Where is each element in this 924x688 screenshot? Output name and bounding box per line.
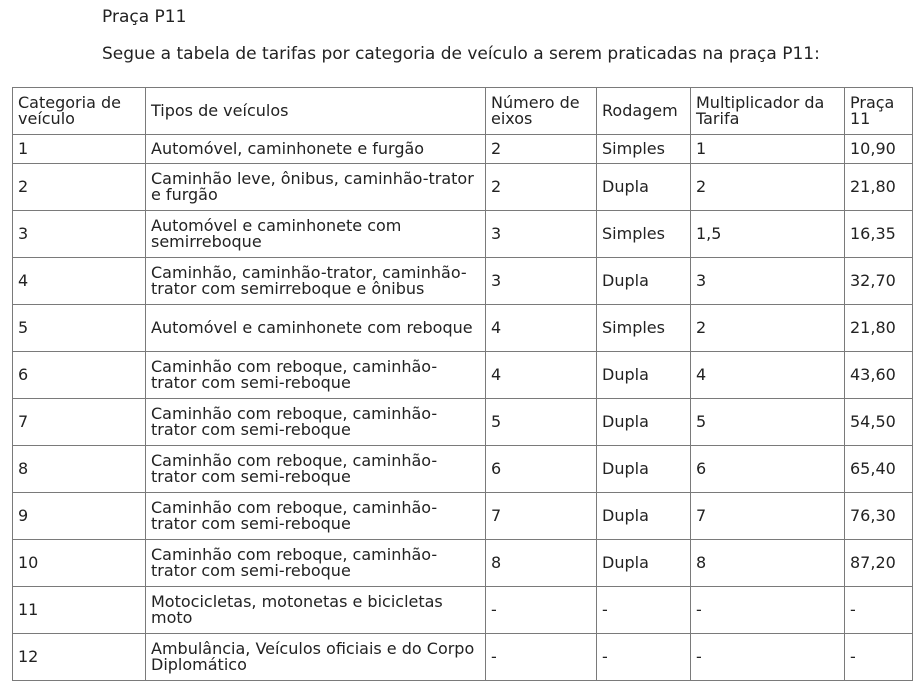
cell-category: 7	[13, 399, 146, 446]
cell-wheels: Simples	[597, 211, 691, 258]
cell-toll: -	[845, 587, 913, 634]
cell-category: 5	[13, 305, 146, 352]
cell-vehicle-types: Automóvel e caminhonete com reboque	[146, 305, 486, 352]
table-row	[13, 634, 913, 681]
table-row	[13, 135, 913, 164]
cell-multiplier: 2	[691, 305, 845, 352]
cell-multiplier: -	[691, 587, 845, 634]
cell-axles: 7	[486, 493, 597, 540]
table-row	[13, 211, 913, 258]
tariff-table	[12, 87, 913, 681]
cell-category: 8	[13, 446, 146, 493]
table-row	[13, 399, 913, 446]
cell-multiplier: 1	[691, 135, 845, 164]
cell-vehicle-types: Caminhão com reboque, caminhão-trator com semi-reboque	[146, 352, 486, 399]
table-header-row	[13, 88, 913, 135]
column-header-axles: Número de eixos	[486, 88, 597, 135]
cell-vehicle-types: Motocicletas, motonetas e bicicletas moto	[146, 587, 486, 634]
cell-axles: -	[486, 634, 597, 681]
cell-axles: 2	[486, 135, 597, 164]
intro-text: Segue a tabela de tarifas por categoria de veículo a serem praticadas na praça P11:	[102, 44, 820, 64]
cell-axles: 3	[486, 211, 597, 258]
cell-axles: 2	[486, 164, 597, 211]
cell-axles: -	[486, 587, 597, 634]
table-row	[13, 587, 913, 634]
cell-multiplier: 3	[691, 258, 845, 305]
cell-multiplier: 5	[691, 399, 845, 446]
cell-category: 1	[13, 135, 146, 164]
table-row	[13, 446, 913, 493]
cell-category: 11	[13, 587, 146, 634]
cell-category: 2	[13, 164, 146, 211]
cell-toll: 43,60	[845, 352, 913, 399]
cell-category: 3	[13, 211, 146, 258]
cell-vehicle-types: Ambulância, Veículos oficiais e do Corpo Diplomático	[146, 634, 486, 681]
table-row	[13, 258, 913, 305]
cell-toll: 16,35	[845, 211, 913, 258]
cell-toll: 21,80	[845, 305, 913, 352]
cell-vehicle-types: Automóvel, caminhonete e furgão	[146, 135, 486, 164]
cell-multiplier: 7	[691, 493, 845, 540]
table-row	[13, 352, 913, 399]
table-row	[13, 540, 913, 587]
cell-vehicle-types: Caminhão com reboque, caminhão-trator com semi-reboque	[146, 399, 486, 446]
cell-category: 6	[13, 352, 146, 399]
cell-wheels: Simples	[597, 135, 691, 164]
cell-toll: 87,20	[845, 540, 913, 587]
cell-category: 9	[13, 493, 146, 540]
cell-toll: 54,50	[845, 399, 913, 446]
cell-wheels: Simples	[597, 305, 691, 352]
column-header-multiplier: Multiplicador da Tarifa	[691, 88, 845, 135]
cell-wheels: -	[597, 634, 691, 681]
cell-wheels: Dupla	[597, 446, 691, 493]
cell-axles: 5	[486, 399, 597, 446]
cell-multiplier: 2	[691, 164, 845, 211]
column-header-toll-p11: Praça 11	[845, 88, 913, 135]
cell-multiplier: 6	[691, 446, 845, 493]
cell-category: 10	[13, 540, 146, 587]
cell-category: 4	[13, 258, 146, 305]
cell-wheels: Dupla	[597, 258, 691, 305]
cell-wheels: Dupla	[597, 493, 691, 540]
cell-axles: 6	[486, 446, 597, 493]
table-row	[13, 493, 913, 540]
cell-vehicle-types: Automóvel e caminhonete com semirreboque	[146, 211, 486, 258]
cell-multiplier: 1,5	[691, 211, 845, 258]
column-header-vehicle-types: Tipos de veículos	[146, 88, 486, 135]
cell-multiplier: -	[691, 634, 845, 681]
cell-multiplier: 8	[691, 540, 845, 587]
cell-toll: 10,90	[845, 135, 913, 164]
column-header-wheels: Rodagem	[597, 88, 691, 135]
cell-vehicle-types: Caminhão com reboque, caminhão-trator com semi-reboque	[146, 446, 486, 493]
page-title: Praça P11	[102, 7, 187, 27]
cell-axles: 8	[486, 540, 597, 587]
table-row	[13, 164, 913, 211]
cell-wheels: Dupla	[597, 540, 691, 587]
cell-wheels: Dupla	[597, 352, 691, 399]
cell-toll: 32,70	[845, 258, 913, 305]
cell-toll: 65,40	[845, 446, 913, 493]
cell-axles: 4	[486, 305, 597, 352]
cell-toll: -	[845, 634, 913, 681]
cell-wheels: Dupla	[597, 399, 691, 446]
cell-toll: 21,80	[845, 164, 913, 211]
cell-axles: 4	[486, 352, 597, 399]
column-header-category: Categoria de veículo	[13, 88, 146, 135]
cell-multiplier: 4	[691, 352, 845, 399]
cell-axles: 3	[486, 258, 597, 305]
cell-toll: 76,30	[845, 493, 913, 540]
cell-vehicle-types: Caminhão com reboque, caminhão-trator com semi-reboque	[146, 493, 486, 540]
cell-vehicle-types: Caminhão com reboque, caminhão-trator com semi-reboque	[146, 540, 486, 587]
cell-wheels: Dupla	[597, 164, 691, 211]
cell-vehicle-types: Caminhão, caminhão-trator, caminhão-trator com semirreboque e ônibus	[146, 258, 486, 305]
table-row	[13, 305, 913, 352]
cell-wheels: -	[597, 587, 691, 634]
cell-category: 12	[13, 634, 146, 681]
cell-vehicle-types: Caminhão leve, ônibus, caminhão-trator e furgão	[146, 164, 486, 211]
